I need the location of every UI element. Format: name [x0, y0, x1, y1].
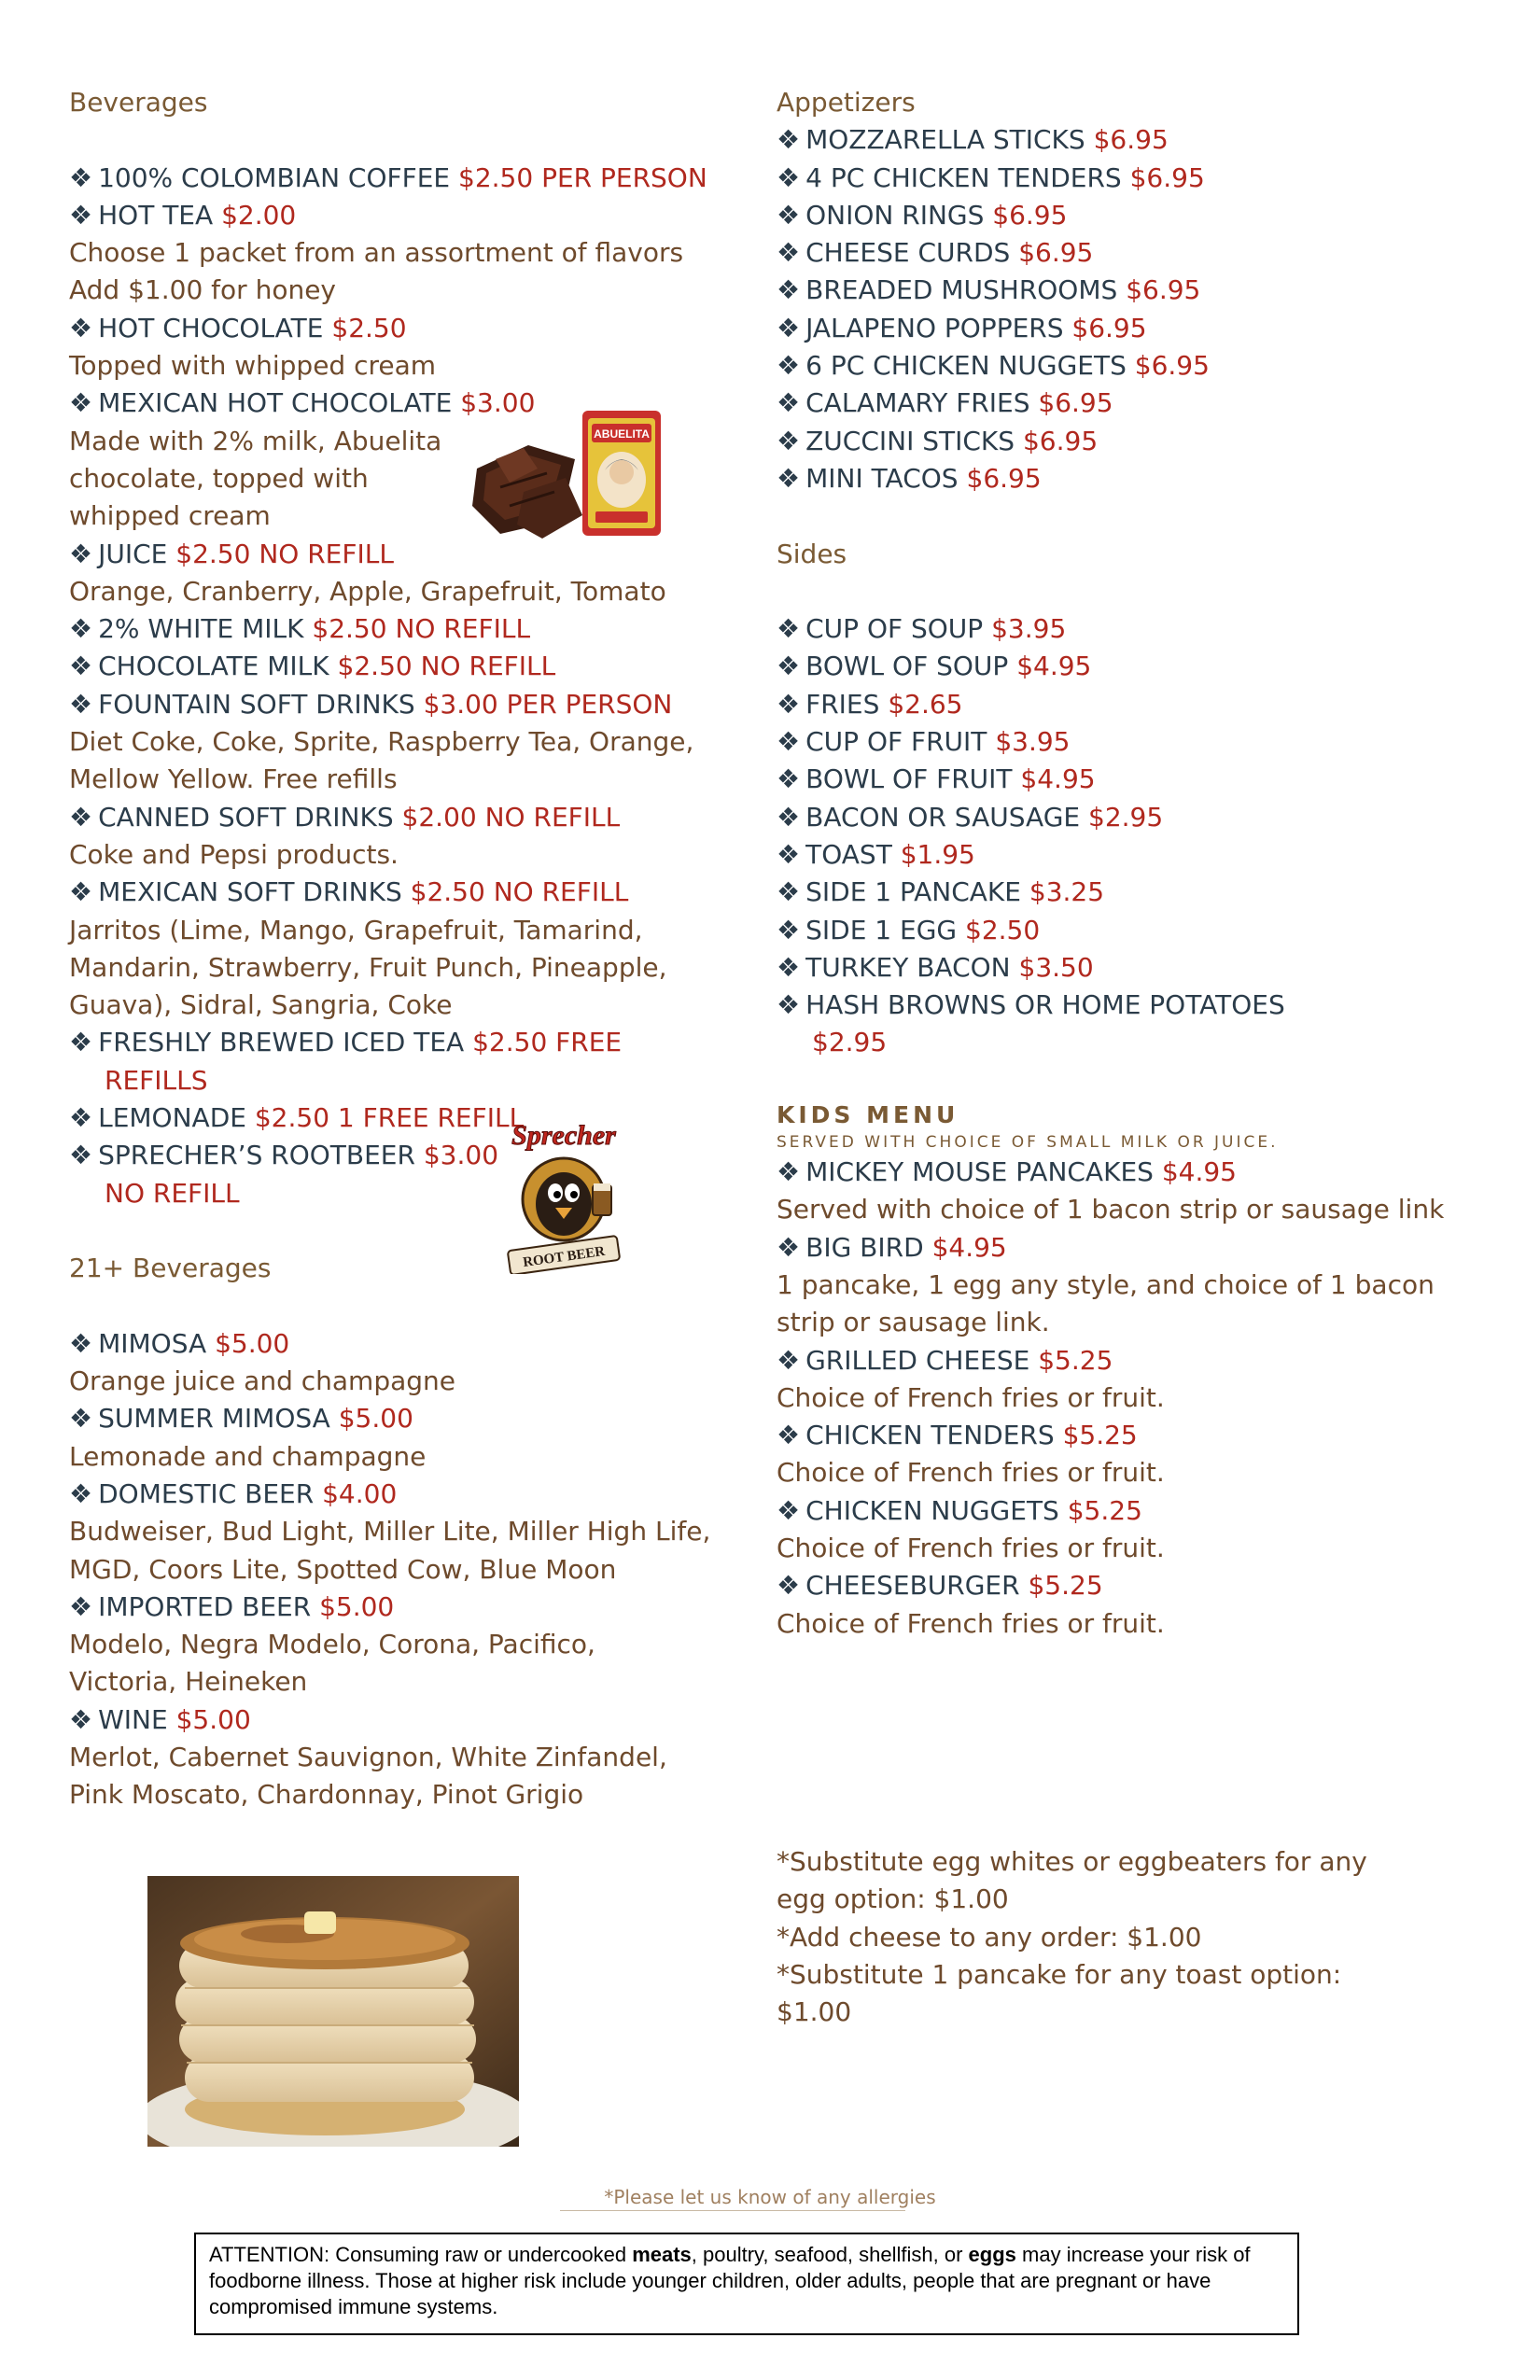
- menu-item-description: Mandarin, Strawberry, Fruit Punch, Pineapple,: [69, 951, 667, 983]
- menu-item-price: $5.00: [319, 1590, 395, 1622]
- menu-item-name: CHEESE CURDS: [805, 237, 1011, 269]
- sprecher-logo-subtext: ROOT BEER: [522, 1243, 607, 1271]
- menu-item-name: TURKEY BACON: [805, 951, 1011, 983]
- menu-item-price: $2.50 PER PERSON: [458, 161, 707, 193]
- spacer: [777, 497, 1505, 535]
- bullet-icon: ❖: [777, 1494, 801, 1526]
- menu-item-name: TOAST: [805, 838, 892, 870]
- warning-bold-meats: meats: [632, 2243, 692, 2266]
- beverages-list: [69, 160, 722, 1212]
- menu-item-price: $6.95: [1126, 274, 1201, 306]
- menu-item: [777, 949, 1505, 987]
- menu-item: [69, 1400, 722, 1437]
- menu-item: [777, 1154, 1505, 1191]
- menu-item: [777, 874, 1505, 911]
- bullet-icon: ❖: [777, 1570, 801, 1602]
- menu-item: [69, 874, 722, 911]
- menu-item-price: $5.25: [1028, 1570, 1103, 1602]
- menu-item-description: Made with 2% milk, Abuelita: [69, 425, 442, 456]
- bullet-icon: ❖: [69, 1403, 93, 1435]
- menu-item-price: $2.65: [888, 688, 963, 720]
- menu-item: [777, 723, 1505, 761]
- menu-item-price: $6.95: [1129, 161, 1205, 193]
- bullet-icon: ❖: [777, 914, 801, 945]
- bullet-icon: ❖: [777, 161, 801, 193]
- menu-item-name: CHICKEN NUGGETS: [805, 1494, 1059, 1526]
- menu-item-price: $6.95: [992, 199, 1068, 231]
- menu-item: [777, 648, 1505, 685]
- order-notes: [777, 1843, 1505, 2031]
- menu-item-name: SIDE 1 EGG: [805, 914, 958, 945]
- menu-item-name: CUP OF SOUP: [805, 613, 984, 645]
- menu-item: [777, 912, 1505, 949]
- menu-item-description: Choice of French fries or fruit.: [777, 1457, 1165, 1489]
- menu-item-name: MICKEY MOUSE PANCAKES: [805, 1156, 1154, 1188]
- bullet-icon: ❖: [777, 876, 801, 908]
- menu-item-name: DOMESTIC BEER: [98, 1477, 315, 1509]
- bullet-icon: ❖: [69, 1703, 93, 1735]
- menu-item-price: $2.50 FREE: [472, 1027, 623, 1058]
- menu-item-name: FRESHLY BREWED ICED TEA: [98, 1027, 465, 1058]
- menu-item-price: $2.50 1 FREE REFILL: [254, 1102, 525, 1134]
- bullet-icon: ❖: [777, 1231, 801, 1263]
- bullet-icon: ❖: [777, 199, 801, 231]
- bullet-icon: ❖: [69, 161, 93, 193]
- bullet-icon: ❖: [69, 801, 93, 833]
- menu-item: [69, 1701, 722, 1739]
- sprecher-root-beer-logo: [488, 1111, 639, 1274]
- menu-item-description: Choose 1 packet from an assortment of flavors: [69, 237, 684, 269]
- menu-item: [777, 385, 1505, 422]
- menu-item-name: FRIES: [805, 688, 880, 720]
- menu-item: [777, 761, 1505, 798]
- bullet-icon: ❖: [777, 124, 801, 156]
- bullet-icon: ❖: [69, 538, 93, 569]
- menu-item-description: Served with choice of 1 bacon strip or sausage link: [777, 1194, 1445, 1225]
- bullet-icon: ❖: [69, 613, 93, 645]
- bullet-icon: ❖: [777, 951, 801, 983]
- menu-item-description: Topped with whipped cream: [69, 350, 437, 382]
- menu-item-price: $4.95: [1161, 1156, 1237, 1188]
- menu-item-description: Mellow Yellow. Free refills: [69, 763, 398, 795]
- menu-item-name: WINE: [98, 1703, 168, 1735]
- menu-item-price: $2.50 NO REFILL: [175, 538, 394, 569]
- menu-item-name: BOWL OF SOUP: [805, 651, 1009, 682]
- bullet-icon: ❖: [69, 1027, 93, 1058]
- menu-item: [777, 686, 1505, 723]
- menu-item-name: CANNED SOFT DRINKS: [98, 801, 394, 833]
- menu-item: [69, 1024, 722, 1061]
- bullet-icon: ❖: [777, 838, 801, 870]
- bullet-icon: ❖: [69, 876, 93, 908]
- kids-menu-subheading: SERVED WITH CHOICE OF SMALL MILK OR JUICE.: [777, 1133, 1279, 1153]
- note-line: *Substitute 1 pancake for any toast option:: [777, 1958, 1342, 1990]
- menu-item-name: BREADED MUSHROOMS: [805, 274, 1118, 306]
- menu-item: [69, 648, 722, 685]
- menu-item-price: $3.00: [460, 387, 536, 419]
- bullet-icon: ❖: [777, 274, 801, 306]
- menu-item-price: $3.00: [423, 1140, 499, 1171]
- section-heading-beverages: Beverages: [69, 87, 208, 118]
- menu-item: [69, 686, 722, 723]
- menu-item-description: Choice of French fries or fruit.: [777, 1607, 1165, 1639]
- bullet-icon: ❖: [777, 1156, 801, 1188]
- menu-item: [777, 610, 1505, 648]
- bullet-icon: ❖: [777, 350, 801, 382]
- menu-item: [777, 347, 1505, 385]
- bullet-icon: ❖: [69, 688, 93, 720]
- section-heading-21-beverages: 21+ Beverages: [69, 1253, 272, 1284]
- menu-item: [777, 836, 1505, 874]
- spacer: [69, 121, 722, 159]
- menu-item-description: Choice of French fries or fruit.: [777, 1532, 1165, 1563]
- menu-item-name: CHEESEBURGER: [805, 1570, 1020, 1602]
- menu-item-description: Merlot, Cabernet Sauvignon, White Zinfandel,: [69, 1742, 667, 1773]
- menu-item: [777, 1229, 1505, 1267]
- sides-list: [777, 610, 1505, 1062]
- menu-item-price: $3.00 PER PERSON: [423, 688, 673, 720]
- menu-item: [69, 1325, 722, 1363]
- menu-item-name: CUP OF FRUIT: [805, 726, 987, 758]
- menu-item-description: Orange juice and champagne: [69, 1365, 456, 1397]
- menu-item-name: BACON OR SAUSAGE: [805, 801, 1081, 833]
- menu-item-price: $5.25: [1038, 1344, 1113, 1376]
- menu-item-price: $5.00: [175, 1703, 251, 1735]
- warning-text: , poultry, seafood, shellfish, or: [691, 2243, 969, 2266]
- bullet-icon: ❖: [69, 1327, 93, 1359]
- kids-menu-heading: KIDS MENU: [777, 1101, 959, 1129]
- menu-item-name: SIDE 1 PANCAKE: [805, 876, 1021, 908]
- menu-item: [777, 987, 1505, 1024]
- menu-item-name: HASH BROWNS OR HOME POTATOES: [805, 989, 1285, 1021]
- menu-item-name: CALAMARY FRIES: [805, 387, 1030, 419]
- menu-item-price: $2.95: [1088, 801, 1164, 833]
- menu-item-price: $2.50: [965, 914, 1041, 945]
- menu-item: [777, 310, 1505, 347]
- menu-item: [777, 799, 1505, 836]
- bullet-icon: ❖: [777, 613, 801, 645]
- menu-item-price: $6.95: [1134, 350, 1210, 382]
- note-line: egg option: $1.00: [777, 1883, 1009, 1915]
- menu-item-price: $5.25: [1062, 1420, 1138, 1451]
- menu-item-name: MIMOSA: [98, 1327, 207, 1359]
- menu-item-name: MINI TACOS: [805, 462, 959, 494]
- bullet-icon: ❖: [777, 688, 801, 720]
- menu-item-price: $2.50 NO REFILL: [312, 613, 531, 645]
- menu-item: [69, 160, 722, 197]
- bullet-icon: ❖: [777, 425, 801, 456]
- menu-item-description: Budweiser, Bud Light, Miller Lite, Miller High Life,: [69, 1516, 711, 1547]
- menu-item-name: IMPORTED BEER: [98, 1590, 312, 1622]
- menu-item-price: $2.50 NO REFILL: [337, 651, 556, 682]
- menu-item-price: $3.50: [1018, 951, 1094, 983]
- menu-item: [69, 310, 722, 347]
- menu-item-price: $5.25: [1067, 1494, 1142, 1526]
- note-line: *Substitute egg whites or eggbeaters for any: [777, 1846, 1367, 1877]
- menu-item-description: Guava), Sidral, Sangria, Coke: [69, 989, 453, 1021]
- menu-item: [777, 121, 1505, 159]
- menu-item-price: $5.00: [215, 1327, 290, 1359]
- menu-item-name: FOUNTAIN SOFT DRINKS: [98, 688, 415, 720]
- menu-item-description: Pink Moscato, Chardonnay, Pinot Grigio: [69, 1779, 584, 1811]
- menu-item-name: MEXICAN SOFT DRINKS: [98, 876, 402, 908]
- menu-item: [777, 1567, 1505, 1604]
- menu-item: [777, 460, 1505, 497]
- menu-item: [777, 197, 1505, 234]
- bullet-icon: ❖: [777, 1420, 801, 1451]
- menu-item-price: REFILLS: [105, 1064, 208, 1096]
- pancake-stack-photo: [147, 1876, 519, 2147]
- menu-item-price: $6.95: [1022, 425, 1099, 456]
- left-column: [69, 84, 722, 1814]
- allergy-note: *Please let us know of any allergies: [604, 2186, 936, 2208]
- menu-item-description: Orange, Cranberry, Apple, Grapefruit, Tomato: [69, 575, 666, 607]
- menu-item-price: $6.95: [1071, 312, 1147, 343]
- menu-item: [69, 1589, 722, 1626]
- bullet-icon: ❖: [777, 763, 801, 795]
- menu-item-description: Coke and Pepsi products.: [69, 838, 399, 870]
- menu-item-price: $4.95: [1020, 763, 1096, 795]
- menu-item-price: $2.50: [331, 312, 407, 343]
- menu-item-name: GRILLED CHEESE: [805, 1344, 1030, 1376]
- bullet-icon: ❖: [777, 387, 801, 419]
- note-line: *Add cheese to any order: $1.00: [777, 1921, 1202, 1953]
- menu-item: [777, 234, 1505, 272]
- menu-item-description: 1 pancake, 1 egg any style, and choice of 1 bacon: [777, 1268, 1435, 1300]
- abuelita-logo-text: ABUELITA: [594, 427, 650, 441]
- appetizers-list: [777, 121, 1505, 497]
- menu-item-name: 2% WHITE MILK: [98, 613, 304, 645]
- kids-list: [777, 1154, 1505, 1643]
- menu-item-price: $3.25: [1029, 876, 1105, 908]
- menu-item-price: $6.95: [1018, 237, 1094, 269]
- bullet-icon: ❖: [69, 312, 93, 343]
- menu-item-name: HOT CHOCOLATE: [98, 312, 324, 343]
- menu-item: [69, 1476, 722, 1513]
- menu-item: [777, 423, 1505, 460]
- food-safety-warning: [194, 2233, 1299, 2335]
- spacer: [777, 1062, 1505, 1099]
- menu-item-name: 6 PC CHICKEN NUGGETS: [805, 350, 1127, 382]
- menu-item-description: Diet Coke, Coke, Sprite, Raspberry Tea, Orange,: [69, 726, 694, 758]
- bullet-icon: ❖: [69, 1102, 93, 1134]
- warning-bold-eggs: eggs: [968, 2243, 1016, 2266]
- menu-item-description: Lemonade and champagne: [69, 1440, 427, 1472]
- menu-item-name: 100% COLOMBIAN COFFEE: [98, 161, 451, 193]
- menu-item-name: ZUCCINI STICKS: [805, 425, 1015, 456]
- menu-item-price: $4.95: [1016, 651, 1092, 682]
- menu-item-name: JALAPENO POPPERS: [805, 312, 1064, 343]
- menu-item-price: $4.00: [322, 1477, 398, 1509]
- menu-item: [69, 197, 722, 234]
- bullet-icon: ❖: [69, 387, 93, 419]
- bullet-icon: ❖: [777, 651, 801, 682]
- menu-item-name: BIG BIRD: [805, 1231, 924, 1263]
- sprecher-logo-text: Sprecher: [511, 1120, 616, 1151]
- warning-text: may increase your risk of foodborne illness. Those at higher risk include younger children, older adults, people that are pregnant or have compromised immune systems.: [209, 2243, 1251, 2318]
- menu-item-name: MOZZARELLA STICKS: [805, 124, 1085, 156]
- spacer: [69, 1288, 722, 1325]
- note-line: $1.00: [777, 1996, 852, 2028]
- menu-item-price: $2.00 NO REFILL: [401, 801, 621, 833]
- menu-item-description: MGD, Coors Lite, Spotted Cow, Blue Moon: [69, 1553, 617, 1585]
- menu-item-description: whipped cream: [69, 500, 271, 532]
- menu-item-price: $3.95: [991, 613, 1067, 645]
- bullet-icon: ❖: [69, 1590, 93, 1622]
- menu-item-name: JUICE: [98, 538, 168, 569]
- menu-item-price: $1.95: [900, 838, 975, 870]
- adult-beverages-list: [69, 1325, 722, 1814]
- menu-item-name: ONION RINGS: [805, 199, 985, 231]
- bullet-icon: ❖: [69, 1477, 93, 1509]
- allergy-divider: [560, 2210, 905, 2211]
- menu-item-name: SPRECHER’S ROOTBEER: [98, 1140, 415, 1171]
- menu-item-price: $6.95: [1038, 387, 1113, 419]
- bullet-icon: ❖: [777, 462, 801, 494]
- menu-item-name: MEXICAN HOT CHOCOLATE: [98, 387, 453, 419]
- spacer: [777, 573, 1505, 610]
- bullet-icon: ❖: [777, 237, 801, 269]
- menu-item: [777, 272, 1505, 309]
- menu-item-price: $2.50 NO REFILL: [410, 876, 629, 908]
- warning-text: ATTENTION: Consuming raw or undercooked: [209, 2243, 633, 2266]
- bullet-icon: ❖: [69, 1140, 93, 1171]
- menu-item-name: BOWL OF FRUIT: [805, 763, 1013, 795]
- menu-item: [777, 1417, 1505, 1454]
- bullet-icon: ❖: [69, 651, 93, 682]
- menu-item: [777, 160, 1505, 197]
- menu-item-description: Add $1.00 for honey: [69, 274, 336, 306]
- bullet-icon: ❖: [69, 199, 93, 231]
- menu-item-price: $5.00: [338, 1403, 413, 1435]
- menu-item-description: Choice of French fries or fruit.: [777, 1381, 1165, 1413]
- menu-item-price: $4.95: [931, 1231, 1007, 1263]
- section-heading-appetizers: Appetizers: [777, 87, 916, 118]
- menu-item-name: HOT TEA: [98, 199, 214, 231]
- menu-item: [69, 610, 722, 648]
- bullet-icon: ❖: [777, 726, 801, 758]
- menu-item-price-continued: [69, 1062, 722, 1099]
- menu-item-name: LEMONADE: [98, 1102, 246, 1134]
- menu-item-description: Modelo, Negra Modelo, Corona, Pacifico,: [69, 1629, 595, 1660]
- menu-item-description: Victoria, Heineken: [69, 1666, 308, 1698]
- menu-item-name: SUMMER MIMOSA: [98, 1403, 330, 1435]
- bullet-icon: ❖: [777, 312, 801, 343]
- section-heading-sides: Sides: [777, 538, 847, 569]
- menu-item: [777, 1342, 1505, 1379]
- menu-item-price-continued: [777, 1024, 1505, 1061]
- menu-item-price: $3.95: [995, 726, 1071, 758]
- bullet-icon: ❖: [777, 989, 801, 1021]
- menu-item: [777, 1492, 1505, 1530]
- menu-item-description: chocolate, topped with: [69, 462, 369, 494]
- bullet-icon: ❖: [777, 801, 801, 833]
- menu-item: [69, 799, 722, 836]
- menu-item-name: CHICKEN TENDERS: [805, 1420, 1055, 1451]
- menu-item-price: $6.95: [966, 462, 1042, 494]
- menu-item-price: NO REFILL: [105, 1177, 240, 1209]
- menu-item-price: $6.95: [1093, 124, 1169, 156]
- right-column: [777, 84, 1505, 1643]
- menu-item-price: $2.95: [812, 1027, 888, 1058]
- menu-item-description: strip or sausage link.: [777, 1307, 1050, 1338]
- menu-item-description: Jarritos (Lime, Mango, Grapefruit, Tamarind,: [69, 914, 643, 945]
- menu-item-name: CHOCOLATE MILK: [98, 651, 329, 682]
- menu-item-name: 4 PC CHICKEN TENDERS: [805, 161, 1122, 193]
- bullet-icon: ❖: [777, 1344, 801, 1376]
- abuelita-chocolate-image: [472, 403, 664, 543]
- menu-item-price: $2.00: [221, 199, 297, 231]
